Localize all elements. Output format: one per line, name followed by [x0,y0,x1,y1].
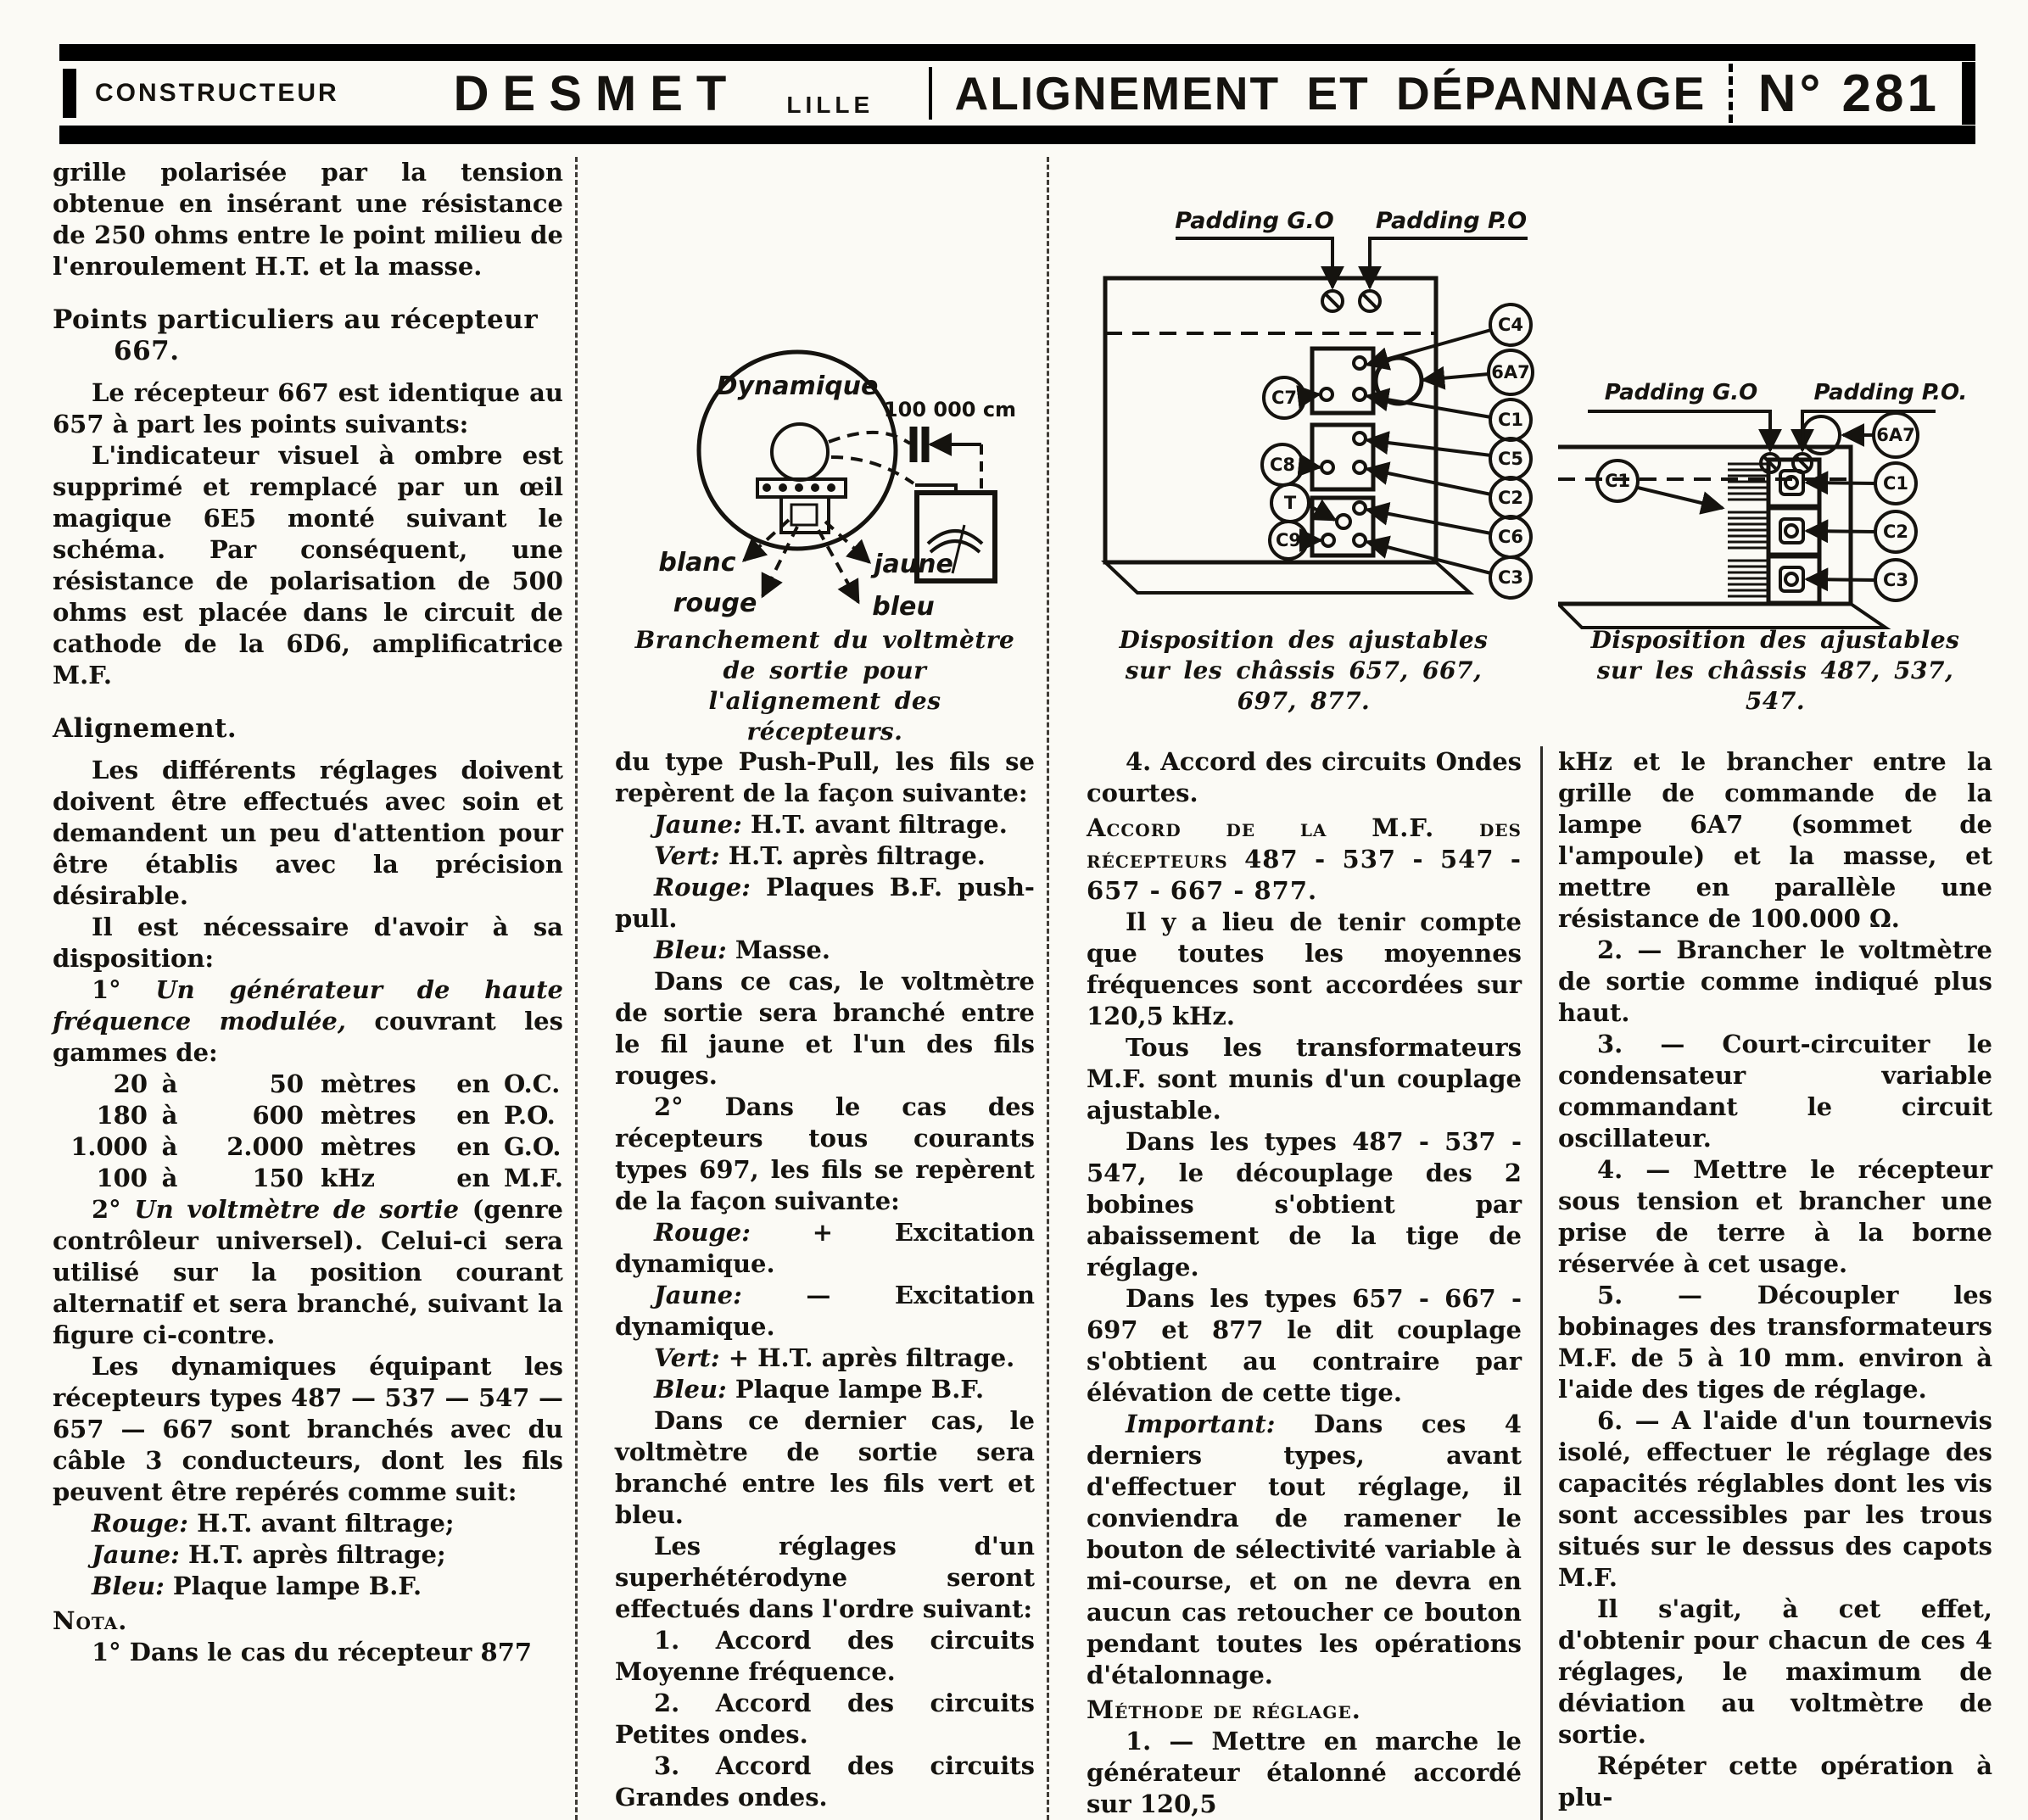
text-run: (genre contrôleur universel). Celui-ci sera utilisé sur la position courant alternatif et sera branché, suivant la figure ci-contre. [53,1195,563,1349]
text-run: Il s'agit, à cet effet, d'obtenir pour chacun de ces 4 réglages, le maximum de déviation au voltmètre de sortie. [1557,1594,1992,1749]
text-run: + H.T. après filtrage. [719,1343,1015,1372]
tube-label-6a7: 6A7 [1876,425,1915,445]
text-run: H.T. après filtrage; [179,1540,446,1569]
text-run: Le récepteur 667 est identique au 657 à part les points suivants: [53,378,563,438]
text-column-1 [53,157,578,1820]
range-cell: en [456,1101,490,1130]
adjustable-label-c1: C1 [1882,473,1908,494]
paragraph [615,1091,1035,1217]
text-run: 1° [92,975,156,1004]
paragraph [1087,907,1522,1032]
paragraph [53,1637,563,1668]
text-run: 3. — Court-circuiter le condensateur variable commandant le circuit oscillateur. [1557,1030,1992,1153]
figure-caption: Disposition des ajustables sur les châssis 657, 667, 697, 877. [1119,626,1489,715]
paragraph [53,974,563,1069]
output-transformer [781,497,829,533]
adjustable-label-c5: C5 [1497,449,1523,469]
text-run: H.T. après filtrage. [719,841,986,870]
text-run: H.T. avant filtrage. [741,810,1008,839]
text-run: Dans ce cas, le voltmètre de sortie sera branché entre le fil jaune et l'un des fils rouges. [614,967,1035,1090]
tube-label-6a7: 6A7 [1491,362,1530,382]
range-cell: 1.000 [70,1132,148,1161]
text-run: L'indicateur visuel à ombre est supprimé et remplacé par un œil magique 6E5 monté suivant le schéma. Par conséquent, une résistance de polarisation de 500 ohms est placée dans le circuit de cathode de la 6D6, amplificatrice M.F. [53,441,563,689]
header-right-bar [1962,62,1975,125]
paragraph [615,1343,1035,1374]
paragraph [53,1508,563,1539]
text-run: Dans ce dernier cas, le voltmètre de sortie sera branché entre les fils vert et bleu. [614,1406,1035,1529]
paragraph [1558,935,1992,1029]
adjustable-label-c6: C6 [1497,527,1523,547]
range-cell: 180 [96,1101,148,1130]
range-cell: 150 [252,1164,304,1192]
speaker-label: Dynamique [716,371,879,401]
paragraph [615,1750,1035,1813]
paragraph [615,935,1035,966]
adjustable-label-c1-left: C1 [1604,471,1630,491]
paragraph [53,377,563,440]
range-cell: 600 [252,1101,304,1130]
paragraph [53,755,563,912]
text-run: 6. — A l'aide d'un tournevis isolé, effectuer le réglage des capacités réglables dont les vis sont accessibles par les trous situés sur le dessus des capots M.F. [1557,1406,1992,1592]
adjustable-label-c7: C7 [1271,388,1297,408]
paragraph [53,1539,563,1571]
coil-stack-2 [1728,512,1767,548]
column-3-text [1087,746,1543,1820]
wire-label-blanc: blanc [658,548,736,578]
chassis-657-diagram [1087,206,1549,630]
paragraph [1558,1594,1992,1750]
italic-run: Jaune: [653,1281,742,1309]
text-run: 4. Accord des circuits Ondes courtes. [1086,747,1522,807]
text-run: Dans les types 487 - 537 - 547, le découplage des 2 bobines s'obtient par abaissement de la tige de réglage. [1086,1127,1522,1281]
sheet-number: N° 281 [1757,64,1940,123]
paragraph [1558,1280,1992,1405]
small-caps-heading [53,1605,563,1637]
text-column-4 [1558,157,1992,1820]
paragraph [615,1531,1035,1625]
speaker-voltmeter-diagram [615,316,1077,628]
text-run: 2° [92,1195,135,1224]
range-cell: à [161,1101,178,1130]
text-run: 5. — Découpler les bobinages des transformateurs M.F. de 5 à 10 mm. environ à l'aide des tiges de réglage. [1557,1281,1992,1404]
range-cell: P.O. [504,1101,556,1130]
range-row [53,1069,563,1100]
paragraph [1558,1750,1992,1813]
italic-run: Rouge: [653,873,751,902]
text-column-2 [615,157,1049,1820]
section-heading [53,713,563,745]
range-cell: à [161,1132,178,1161]
text-run: Nota. [53,1606,128,1635]
capacitor-symbol [913,427,925,462]
paragraph [1087,1126,1522,1283]
paragraph [53,440,563,691]
page-title: ALIGNEMENT ET DÉPANNAGE [954,67,1707,120]
italic-run: Rouge: [92,1509,188,1538]
italic-run: Jaune: [653,810,742,839]
figure-caption: Branchement du voltmètre de sortie pour l'alignement des récepteurs. [634,626,1015,745]
range-cell: O.C. [504,1069,561,1098]
section-heading [53,304,563,367]
italic-run: Bleu: [653,935,727,964]
column-2-text [615,746,1035,1813]
italic-run: Bleu: [653,1375,727,1404]
range-row [53,1100,563,1131]
paragraph [615,746,1035,809]
range-cell: en [456,1164,490,1192]
range-cell: M.F. [504,1164,563,1192]
range-cell: kHz [321,1164,375,1192]
text-run: — Excitation dynamique. [614,1281,1035,1341]
paragraph [53,1571,563,1602]
range-cell: 50 [269,1069,304,1098]
range-cell: en [456,1132,490,1161]
city-label: LILLE [786,92,874,118]
text-run: 1° Dans le cas du récepteur 877 [92,1638,533,1666]
text-run: H.T. avant filtrage; [187,1509,455,1538]
text-run: Tous les transformateurs M.F. sont munis d'un couplage ajustable. [1086,1033,1522,1125]
header-left-bar [63,69,76,118]
adjustable-label-c9: C9 [1275,530,1301,550]
range-cell: mètres [321,1101,416,1130]
text-run: Plaque lampe B.F. [164,1572,422,1600]
adjustable-label-c3: C3 [1497,567,1523,588]
speaker-pole [772,424,828,480]
column-1-text [53,157,563,1668]
text-run: Méthode de réglage. [1086,1695,1361,1724]
paragraph [53,1194,563,1351]
text-run: Accord de la M.F. des récepteurs 487 - 537 - 547 - 657 - 667 - 877. [1086,813,1522,905]
italic-run: Un générateur de haute fréquence modulée, [53,975,563,1036]
chassis-487-diagram [1558,379,2020,634]
text-run: 3. Accord des circuits Grandes ondes. [614,1751,1035,1812]
range-cell: G.O. [504,1132,561,1161]
text-run: Masse. [726,935,830,964]
chassis-outline [1105,278,1436,562]
padding-po-label: Padding P.O. [1813,380,1968,405]
italic-run: Vert: [653,1343,720,1372]
text-run: Les réglages d'un superhétérodyne seront effectués dans l'ordre suivant: [614,1532,1035,1623]
paragraph [53,1351,563,1508]
paragraph [1087,1283,1522,1409]
coil-stack-3 [1728,561,1767,596]
paragraph [615,1625,1035,1688]
header-band [59,44,1975,144]
header-dashed-divider [1729,64,1733,123]
paragraph [1087,1409,1522,1691]
range-cell: mètres [321,1132,416,1161]
text-run: Il est nécessaire d'avoir à sa disposition: [53,913,563,973]
paragraph [615,840,1035,872]
text-run: Il y a lieu de tenir compte que toutes les moyennes fréquences sont accordées sur 120,5 kHz. [1086,907,1522,1030]
text-run: Dans les types 657 - 667 - 697 et 877 le dit couplage s'obtient au contraire par élévation de cette tige. [1086,1284,1522,1407]
italic-run: Vert: [653,841,720,870]
text-run: Plaque lampe B.F. [726,1375,985,1404]
text-run: + Excitation dynamique. [614,1218,1035,1278]
paragraph [615,809,1035,840]
range-cell: à [161,1164,178,1192]
italic-run: Bleu: [92,1572,165,1600]
text-run: 2. — Brancher le voltmètre de sortie comme indiqué plus haut. [1557,935,1992,1027]
padding-go-label: Padding G.O [1175,208,1334,234]
paragraph [615,1688,1035,1750]
paragraph [53,157,563,282]
paragraph [615,1217,1035,1280]
range-cell: mètres [321,1069,416,1098]
text-run: 4. — Mettre le récepteur sous tension et brancher une prise de terre à la borne réservée à cet usage. [1557,1155,1992,1278]
paragraph [53,912,563,974]
adjustable-label-c8: C8 [1269,455,1295,475]
adjustable-label-c1: C1 [1497,410,1523,430]
column-4-text [1558,746,1992,1813]
italic-run: Un voltmètre de sortie [134,1195,460,1224]
text-run: du type Push-Pull, les fils se repèrent de la façon suivante: [614,747,1035,807]
adjustable-label-c3: C3 [1882,570,1908,590]
range-cell: en [456,1069,490,1098]
figure-speaker-voltmeter [615,157,1035,746]
brand-name: DESMET [453,65,740,121]
range-cell: 20 [113,1069,148,1098]
text-run: 2° Dans le cas des récepteurs tous courants types 697, les fils se repèrent de la façon suivante: [614,1092,1035,1215]
adjustable-label-c2: C2 [1882,522,1908,542]
text-run: 1. Accord des circuits Moyenne fréquence. [614,1626,1035,1686]
figure-caption: Disposition des ajustables sur les châssis 487, 537, 547. [1590,626,1960,715]
capacitor-value-label: 100 000 cm [883,398,1017,422]
text-run: Les dynamiques équipant les récepteurs types 487 — 537 — 547 — 657 — 667 sont branchés avec du câble 3 conducteurs, dont les fils peuvent être repérés comme suit: [53,1352,563,1506]
paragraph [1558,1154,1992,1280]
small-caps-heading [1087,1694,1522,1726]
paragraph [615,1405,1035,1531]
wire-label-jaune: jaune [874,550,953,579]
text-column-3 [1086,157,1530,1820]
text-run: Dans ces 4 derniers types, avant d'effectuer tout réglage, il conviendra de ramener le bouton de sélectivité variable à mi-course, et on ne devra en aucun cas retoucher ce bouton pendant toutes les opérations d'étalonnage. [1086,1410,1522,1689]
adjustable-label-c2: C2 [1497,488,1523,508]
range-row [53,1131,563,1163]
adjustable-label-t: T [1283,493,1297,513]
constructeur-label: CONSTRUCTEUR [95,79,339,107]
text-run: Plaques B.F. push-pull. [614,873,1035,933]
wire-label-bleu: bleu [872,592,935,622]
padding-go-label: Padding G.O [1604,380,1758,405]
paragraph [1087,1726,1522,1820]
text-run: Alignement. [53,713,237,744]
paragraph [615,1374,1035,1405]
paragraph [1087,746,1522,809]
padding-po-label: Padding P.O [1375,208,1528,234]
text-run: Points particuliers au récepteur 667. [53,304,539,366]
range-row [53,1163,563,1194]
range-cell: 2.000 [226,1132,304,1161]
text-run: 1. — Mettre en marche le générateur étalonné accordé sur 120,5 [1086,1727,1522,1818]
text-run: Répéter cette opération à plu- [1557,1751,1992,1812]
range-cell: 100 [96,1164,148,1192]
italic-run: Rouge: [653,1218,751,1247]
text-run: kHz et le brancher entre la grille de commande de la lampe 6A7 (sommet de l'ampoule) et la masse, et mettre en parallèle une résistance de 100.000 Ω. [1557,747,1992,933]
paragraph [1558,1029,1992,1154]
coil-stack-1 [1728,464,1767,500]
adjustable-label-c4: C4 [1497,315,1523,335]
columns-wrapper [53,157,1992,1818]
text-run: 2. Accord des circuits Petites ondes. [614,1689,1035,1749]
tube-6a7-location [1376,358,1422,404]
italic-run: Jaune: [92,1540,180,1569]
paragraph [1558,1405,1992,1594]
paragraph [615,872,1035,935]
range-cell: à [161,1069,178,1098]
italic-run: Important: [1125,1410,1276,1438]
paragraph [1558,746,1992,935]
small-caps-heading [1087,812,1522,907]
paragraph [615,1280,1035,1343]
text-run: couvrant les gammes de: [53,1007,563,1067]
text-run: grille polarisée par la tension obtenue en insérant une résistance de 250 ohms entre le point milieu de l'enroulement H.T. et la masse. [53,158,563,281]
wire-label-rouge: rouge [673,589,757,618]
figure-chassis-487 [1558,157,1992,746]
paragraph [1087,1032,1522,1126]
figure-chassis-657 [1087,157,1530,746]
text-run: Les différents réglages doivent doivent être effectués avec soin et demandent un peu d'attention pour être établis avec la précision désirable. [53,756,563,910]
paragraph [615,966,1035,1091]
